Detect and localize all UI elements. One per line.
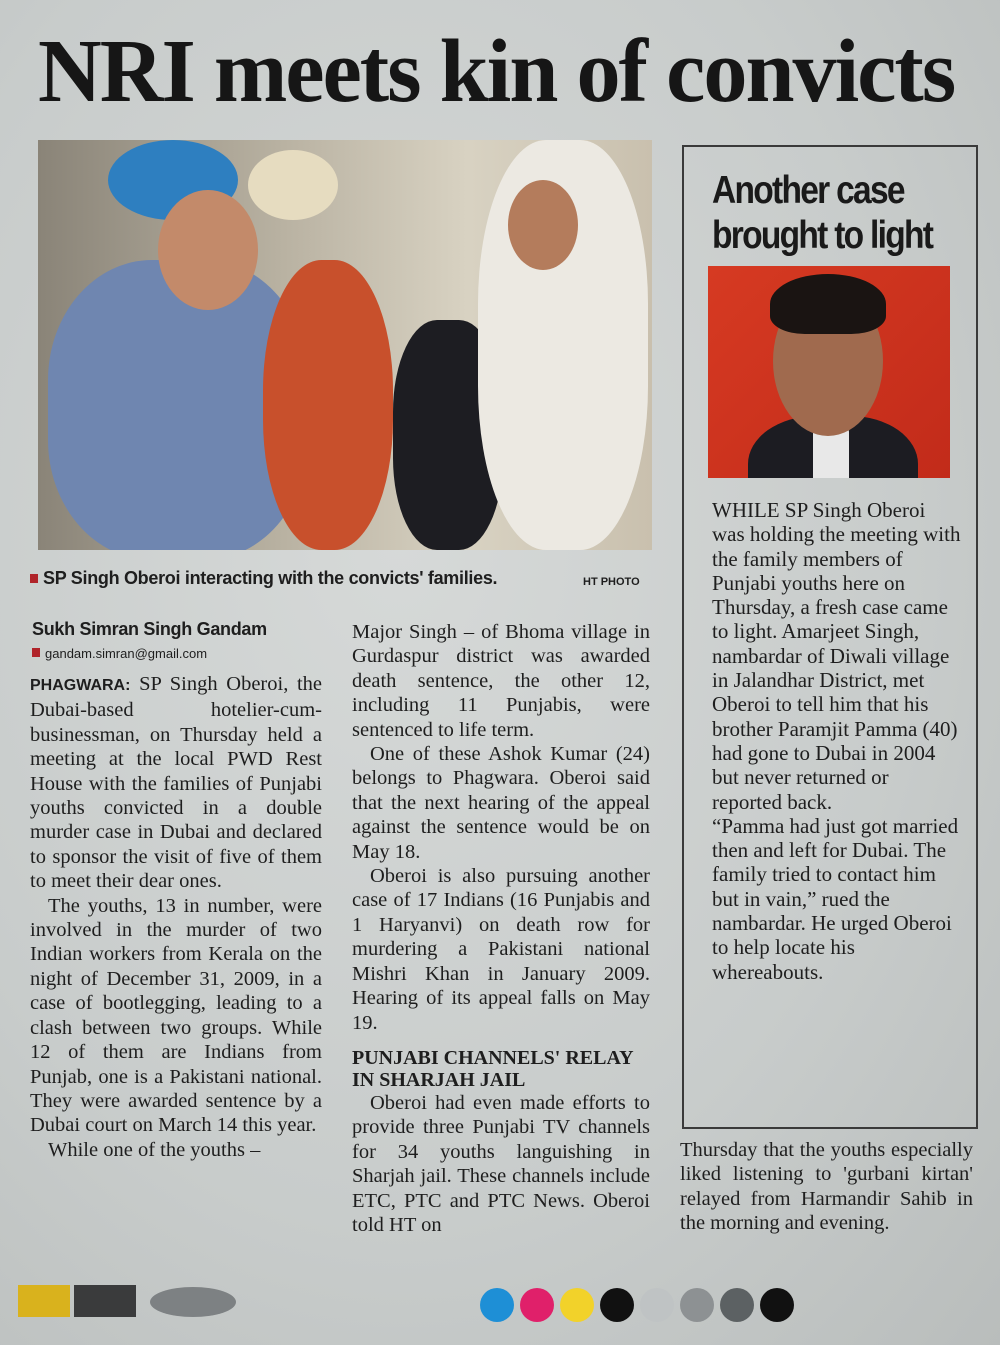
author-byline: Sukh Simran Singh Gandam [32,619,267,639]
portrait-photo [708,266,950,478]
article-subhead: PUNJABI CHANNELS' RELAY IN SHARJAH JAIL [352,1046,633,1091]
email-text[interactable]: gandam.simran@gmail.com [45,646,208,661]
article-paragraph [30,672,322,894]
photo-caption [30,568,497,589]
article-column-1 [30,672,322,1162]
article-column-3 [680,1138,973,1236]
article-paragraph: Major Singh – of Bhoma village in Gurdaspur district was awarded death sentence, the other 12, including 11 Punjabis, were sentenced to life term. [352,621,650,741]
color-bar-black [74,1285,136,1317]
caption-text: SP Singh Oberoi interacting with the convicts' families. [43,568,498,588]
photo-figure-face [508,180,578,270]
paragraph-text: SP Singh Oberoi, the Dubai-based hotelier-cum-businessman, on Thursday held a meeting at the local PWD Rest House with the families of Punjabi youths convicted in a double murder case in Dubai and declared to sponsor the visit of five of them to meet their dear ones. [30,673,323,893]
article-paragraph: Thursday that the youths especially liked listening to 'gurbani kirtan' relayed from Harmandir Sahib in the morning and evening. [680,1139,973,1235]
registration-dot [760,1288,794,1322]
article-paragraph: One of these Ashok Kumar (24) belongs to Phagwara. Oberoi said that the next hearing of the appeal against the sentence would be on May 18. [352,743,650,863]
registration-dot [520,1288,554,1322]
color-bar-grey-oval [150,1287,236,1317]
bullet-icon [30,574,38,583]
article-paragraph: Oberoi is also pursuing another case of 17 Indians (16 Punjabis and 1 Haryanvi) on death row for murdering a Pakistani national Mishri Khan in January 2009. Hearing of its appeal falls on May 19. [352,865,650,1034]
article-paragraph: The youths, 13 in number, were involved in the murder of two Indian workers from Kerala on the night of December 31, 2009, in a case of bootlegging, leading to a clash between two groups. While 12 of them are Indians from Punjab, one is a Pakistani national. They were awarded sentence by a Dubai court on March 14 this year. [30,894,322,1137]
registration-dot [480,1288,514,1322]
article-paragraph: While one of the youths – [48,1138,261,1161]
bullet-icon [32,648,40,657]
sidebar-title: Another case brought to light [712,169,933,257]
headline: NRI meets kin of convicts [38,22,955,121]
registration-dot [720,1288,754,1322]
photo-figure-dupatta [263,260,393,550]
registration-dot [640,1288,674,1322]
sidebar-paragraph: WHILE SP Singh Oberoi was holding the meeting with the family members of Punjabi youths here on Thursday, a fresh case came to light. Amarjeet Singh, nambardar of Diwali village in Jalandhar District, met Oberoi to tell him that his brother Paramjit Pamma (40) had gone to Dubai in 2004 but never returned or reported back. [712,498,961,814]
dateline: PHAGWARA: [30,677,131,694]
sidebar-paragraph: “Pamma had just got married then and left for Dubai. The family tried to contact him but in vain,” rued the nambardar. He urged Oberoi to help locate his whereabouts. [712,813,959,984]
sidebar-text [712,498,962,984]
photo-credit: HT PHOTO [583,576,640,588]
article-column-2 [352,620,650,1237]
portrait-hair [770,274,886,334]
registration-dot [680,1288,714,1322]
news-photo [38,140,652,550]
article-paragraph: Oberoi had even made efforts to provide three Punjabi TV channels for 34 youths languishing in Sharjah jail. These channels include ETC, PTC and PTC News. Oberoi told HT on [352,1091,650,1236]
author-email[interactable] [32,646,207,661]
registration-dot [600,1288,634,1322]
registration-dot [560,1288,594,1322]
photo-figure-face [158,190,258,310]
photo-figure-turban [248,150,338,220]
color-bar-yellow [18,1285,70,1317]
